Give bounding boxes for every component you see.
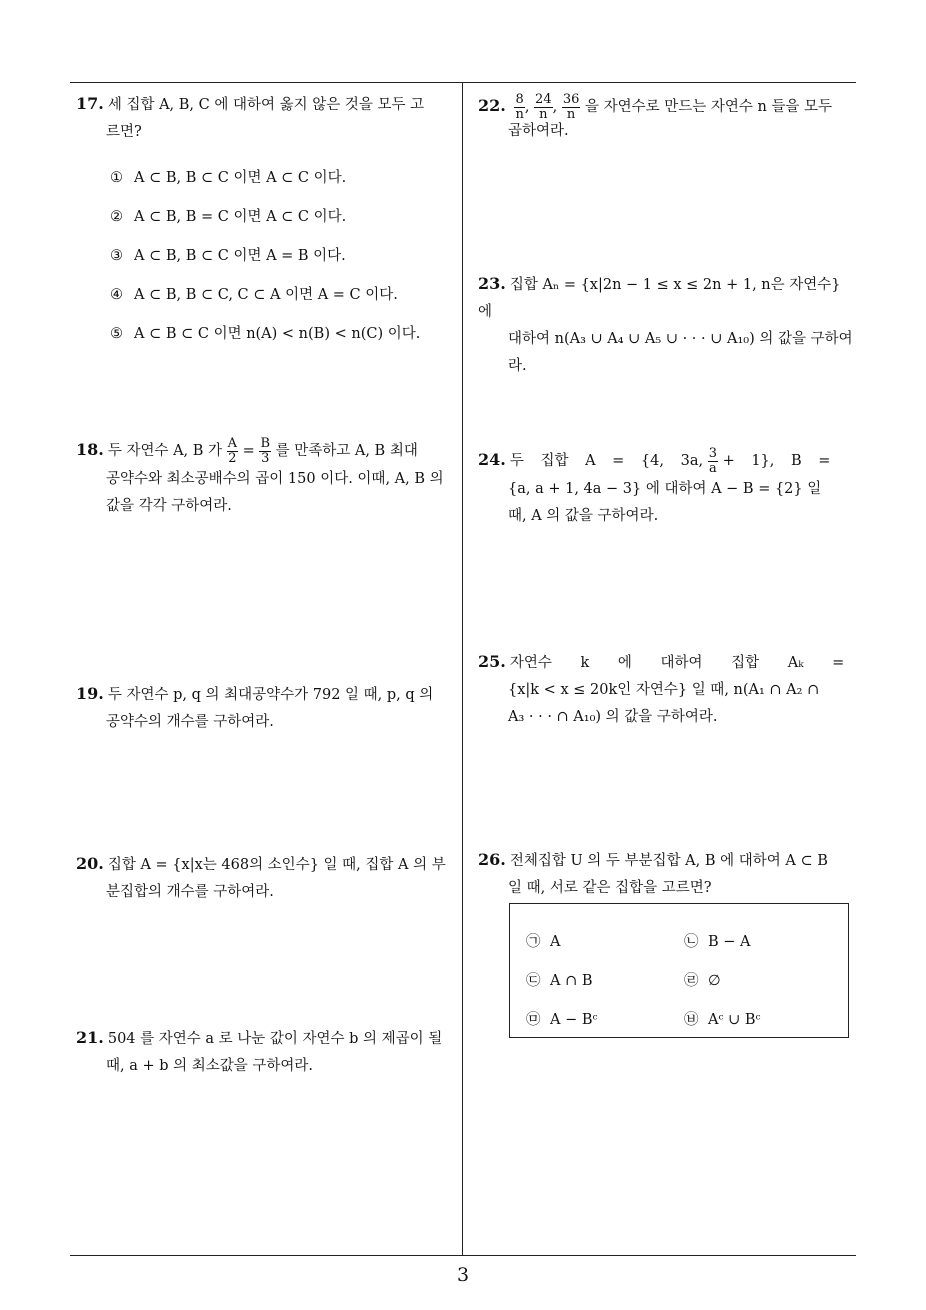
question-text-line2: 일 때, 서로 같은 집합을 고르면? — [508, 880, 712, 896]
choice-item: ㉠ A — [526, 934, 561, 950]
fraction: $\frac{B}{3}$ — [260, 435, 270, 466]
option-mark: ③ — [110, 248, 123, 264]
option-mark: ⑤ — [110, 326, 123, 342]
question-text-line2: {x|k < x ≤ 20k인 자연수} 일 때, n(A₁ ∩ A₂ ∩ — [508, 682, 820, 698]
fraction: $\frac{3}{a}$ — [708, 445, 717, 476]
option-2 — [110, 207, 346, 227]
option-5 — [110, 324, 420, 344]
question-text-line2: {a, a + 1, 4a − 3} 에 대하여 A − B = {2} 일 — [508, 480, 822, 497]
question-number: 17. — [76, 94, 104, 113]
question-text: 자연수 k 에 대하여 집합 Aₖ = — [509, 655, 845, 671]
option-1 — [110, 168, 346, 188]
option-text: A ⊂ B, B ⊂ C, C ⊂ A 이면 A = C 이다. — [134, 287, 398, 303]
question-18 — [76, 436, 456, 520]
question-number: 23. — [478, 274, 506, 293]
question-number: 20. — [76, 854, 104, 873]
question-20 — [76, 850, 456, 906]
question-23 — [478, 270, 858, 380]
option-mark: ① — [110, 170, 123, 186]
question-24 — [478, 446, 858, 530]
question-text: 집합 Aₙ = {x|2n − 1 ≤ x ≤ 2n + 1, n은 자연수} 에 — [478, 277, 841, 320]
choice-item: ㉡ B − A — [684, 934, 751, 950]
top-rule — [70, 82, 856, 83]
question-21 — [76, 1024, 456, 1080]
choice-item: ㉤ A − Bᶜ — [526, 1012, 598, 1028]
option-text: A ⊂ B, B = C 이면 A ⊂ C 이다. — [134, 209, 347, 225]
column-divider — [462, 82, 463, 1256]
question-text: 를 만족하고 A, B 최대 — [275, 443, 418, 459]
question-text: 세 집합 A, B, C 에 대하여 옳지 않은 것을 모두 고 — [107, 97, 425, 113]
question-text: 집합 A = {x|x는 468의 소인수} 일 때, 집합 A 의 부 — [107, 857, 446, 873]
fraction: $\frac{24}{n}$ — [535, 91, 552, 122]
question-25 — [478, 648, 858, 731]
equals-sign: = — [242, 443, 255, 459]
question-number: 21. — [76, 1028, 104, 1047]
option-mark: ④ — [110, 287, 123, 303]
question-text: + 1}, B = — [722, 453, 831, 469]
question-17 — [76, 90, 456, 146]
fraction: $\frac{36}{n}$ — [562, 91, 580, 122]
question-text: 두 집합 A = {4, 3a, — [509, 453, 704, 469]
question-text-line3: 값을 각각 구하여라. — [106, 497, 232, 514]
question-number: 24. — [478, 450, 506, 469]
question-text-line2: 공약수의 개수를 구하여라. — [106, 714, 274, 730]
question-number: 19. — [76, 684, 104, 703]
option-3 — [110, 246, 346, 266]
question-text-line3: 때, A 의 값을 구하여라. — [508, 507, 659, 524]
question-22: 22. $\frac{8}{n}$ , $\frac{24}{n}$ , $\frac{36}{n}$ 을 자연수로 만드는 자연수 n 들을 모두 곱하여라. — [478, 92, 858, 145]
fraction: $\frac{A}{2}$ — [227, 435, 238, 466]
question-text: 504 를 자연수 a 로 나눈 값이 자연수 b 의 제곱이 될 — [107, 1031, 443, 1047]
question-text-line2: 공약수와 최소공배수의 곱이 150 이다. 이때, A, B 의 — [106, 470, 444, 487]
question-number: 18. — [76, 440, 104, 459]
question-text-line2: 분집합의 개수를 구하여라. — [106, 884, 274, 900]
choice-box — [509, 903, 849, 1038]
option-text: A ⊂ B, B ⊂ C 이면 A ⊂ C 이다. — [134, 170, 347, 186]
fraction: $\frac{8}{n}$ — [515, 91, 524, 122]
question-text-line3: A₃ · · · ∩ A₁₀) 의 값을 구하여라. — [508, 709, 718, 725]
question-26 — [478, 846, 858, 902]
choice-item: ㉣ ∅ — [684, 973, 721, 989]
question-text: 두 자연수 A, B 가 — [107, 443, 223, 459]
question-text-line2: 르면? — [106, 124, 142, 140]
question-19 — [76, 680, 456, 736]
choice-item: ㉥ Aᶜ ∪ Bᶜ — [684, 1012, 761, 1028]
question-text-line2: 곱하여라. — [508, 122, 569, 139]
question-text: 을 자연수로 만드는 자연수 n 들을 모두 — [584, 99, 833, 115]
question-text: 전체집합 U 의 두 부분집합 A, B 에 대하여 A ⊂ B — [509, 853, 828, 869]
choice-item: ㉢ A ∩ B — [526, 973, 593, 989]
option-mark: ② — [110, 209, 123, 225]
question-number: 22. — [478, 96, 506, 115]
option-text: A ⊂ B ⊂ C 이면 n(A) < n(B) < n(C) 이다. — [134, 326, 421, 342]
question-text-line2: 때, a + b 의 최소값을 구하여라. — [106, 1058, 314, 1074]
page-number: 3 — [456, 1264, 470, 1286]
question-text: 두 자연수 p, q 의 최대공약수가 792 일 때, p, q 의 — [107, 687, 434, 703]
bottom-rule — [70, 1255, 856, 1256]
option-text: A ⊂ B, B ⊂ C 이면 A = B 이다. — [134, 248, 346, 264]
option-4 — [110, 285, 398, 305]
question-number: 25. — [478, 652, 506, 671]
question-text-line2: 대하여 n(A₃ ∪ A₄ ∪ A₅ ∪ · · · ∪ A₁₀) 의 값을 구하여라. — [508, 331, 853, 374]
question-number: 26. — [478, 850, 506, 869]
